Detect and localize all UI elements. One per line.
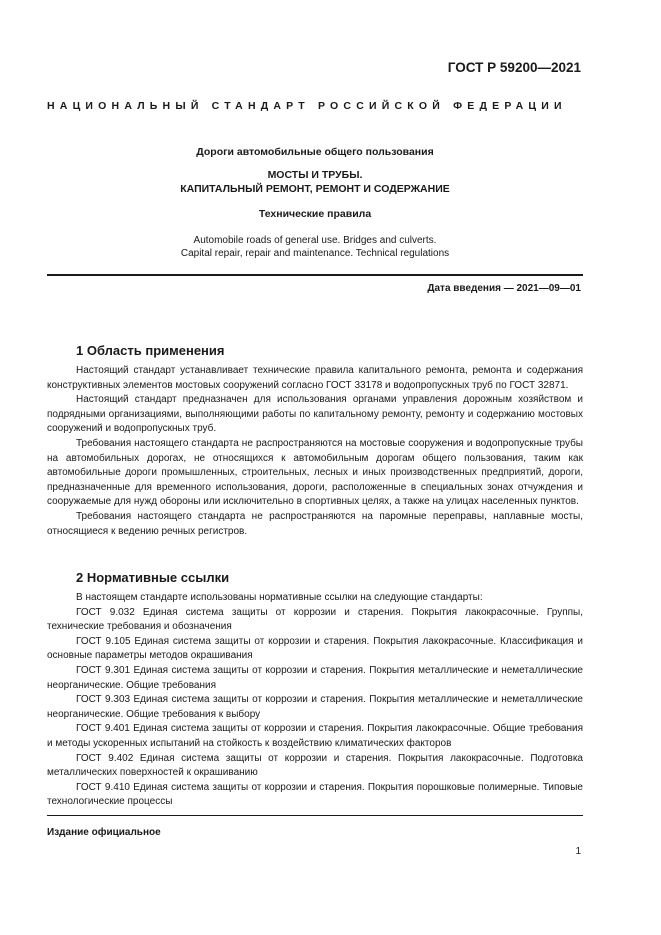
reference-entry: ГОСТ 9.402 Единая система защиты от коррозии и старения. Покрытия лакокрасочные. Подготовка металлических поверхностей к окрашиванию bbox=[47, 752, 583, 779]
english-title-line-1: Automobile roads of general use. Bridges and culverts. bbox=[193, 235, 437, 246]
english-title-line-2: Capital repair, repair and maintenance. Technical regulations bbox=[180, 248, 450, 259]
main-title-line-2: КАПИТАЛЬНЫЙ РЕМОНТ, РЕМОНТ И СОДЕРЖАНИЕ bbox=[180, 183, 450, 195]
english-title bbox=[47, 234, 583, 260]
section-1-heading: 1 Область применения bbox=[76, 343, 225, 358]
section-1-body bbox=[47, 364, 583, 539]
section-2-heading: 2 Нормативные ссылки bbox=[76, 570, 230, 585]
section-1-paragraph: Требования настоящего стандарта не распространяются на мостовые сооружения и водопропускные трубы на автомобильных дорогах, не относящихся к автомобильным дорогам общего пользования, таким как автомобильные дороги промышленных, строительных, лесных и иных производственных предприятий, дороги, предназначенные для временного использования, дороги, расположенные в специальных зонах отчуждения и сооружаемые для нужд обороны или исключительно в спортивных целях, а также на улицах населенных пунктов. bbox=[47, 437, 583, 508]
document-subtitle: Технические правила bbox=[258, 208, 372, 220]
title-divider bbox=[47, 274, 583, 276]
reference-entry: ГОСТ 9.301 Единая система защиты от коррозии и старения. Покрытия металлические и неметаллические неорганические. Общие требования bbox=[47, 664, 583, 691]
footer-divider bbox=[47, 815, 583, 816]
section-1-paragraph: Настоящий стандарт предназначен для использования органами управления дорожным хозяйством и подрядными организациями, выполняющими работы по капитальному ремонту, ремонту и содержанию мостовых сооружений и водопропускных труб. bbox=[47, 394, 583, 435]
document-main-title bbox=[47, 168, 583, 196]
reference-entry: ГОСТ 9.032 Единая система защиты от коррозии и старения. Покрытия лакокрасочные. Группы, технические требования и обозначения bbox=[47, 606, 583, 633]
section-2-body bbox=[47, 591, 583, 810]
national-standard-heading: НАЦИОНАЛЬНЫЙ СТАНДАРТ РОССИЙСКОЙ ФЕДЕРАЦИИ bbox=[47, 100, 567, 112]
document-number: ГОСТ Р 59200—2021 bbox=[447, 60, 581, 75]
introduction-date: Дата введения — 2021—09—01 bbox=[427, 283, 581, 294]
reference-entry: ГОСТ 9.105 Единая система защиты от коррозии и старения. Покрытия лакокрасочные. Классификация и основные параметры методов окрашивания bbox=[47, 635, 583, 662]
section-1-paragraph: Требования настоящего стандарта не распространяются на паромные переправы, наплавные мосты, относящиеся к ведению речных регистров. bbox=[47, 510, 583, 537]
section-1-paragraph: Настоящий стандарт устанавливает технические правила капитального ремонта, ремонта и содержания конструктивных элементов мостовых сооружений согласно ГОСТ 33178 и водопропускных труб по ГОСТ 32871. bbox=[47, 365, 583, 391]
reference-entry: ГОСТ 9.401 Единая система защиты от коррозии и старения. Покрытия лакокрасочные. Общие требования и методы ускоренных испытаний на стойкость к воздействию климатических факторов bbox=[47, 723, 583, 749]
reference-entry: ГОСТ 9.410 Единая система защиты от коррозии и старения. Покрытия порошковые полимерные. Типовые технологические процессы bbox=[47, 781, 583, 808]
reference-entry: ГОСТ 9.303 Единая система защиты от коррозии и старения. Покрытия металлические и неметаллические неорганические. Общие требования к выбору bbox=[47, 694, 583, 720]
official-edition-label: Издание официальное bbox=[47, 827, 161, 838]
page-number: 1 bbox=[575, 846, 581, 857]
section-2-paragraph: В настоящем стандарте использованы нормативные ссылки на следующие стандарты: bbox=[76, 592, 483, 603]
document-title-roads: Дороги автомобильные общего пользования bbox=[196, 146, 434, 158]
main-title-line-1: МОСТЫ И ТРУБЫ. bbox=[267, 169, 363, 181]
